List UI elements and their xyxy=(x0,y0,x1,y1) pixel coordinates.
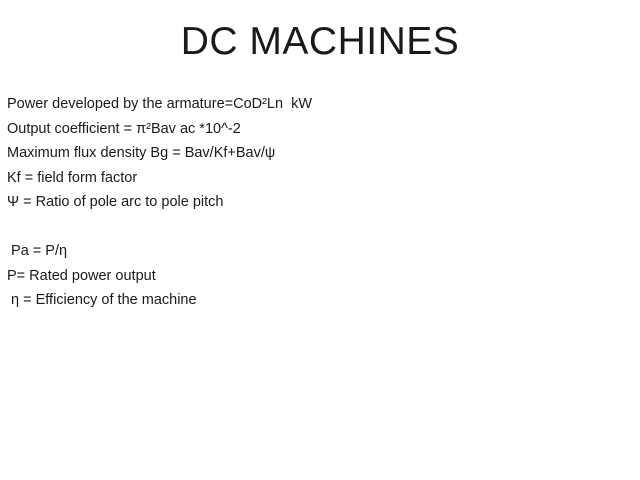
field-form-factor-line: Kf = field form factor xyxy=(7,169,138,186)
max-flux-density-line: Maximum flux density Bg = Bav/Kf+Bav/ψ xyxy=(7,145,276,161)
pole-arc-ratio-line: Ψ = Ratio of pole arc to pole pitch xyxy=(7,194,224,210)
slide-body xyxy=(7,92,627,313)
output-coefficient-line: Output coefficient = π²Bav ac *10^-2 xyxy=(7,120,241,137)
armature-power-formula-line: Pa = P/η xyxy=(7,243,68,259)
efficiency-line: η = Efficiency of the machine xyxy=(7,292,197,308)
blank-line xyxy=(7,215,627,240)
rated-power-line: P= Rated power output xyxy=(7,267,156,284)
armature-power-line: Power developed by the armature=CoD²Ln kW xyxy=(7,96,313,112)
slide-title: DC MACHINES xyxy=(180,20,460,63)
